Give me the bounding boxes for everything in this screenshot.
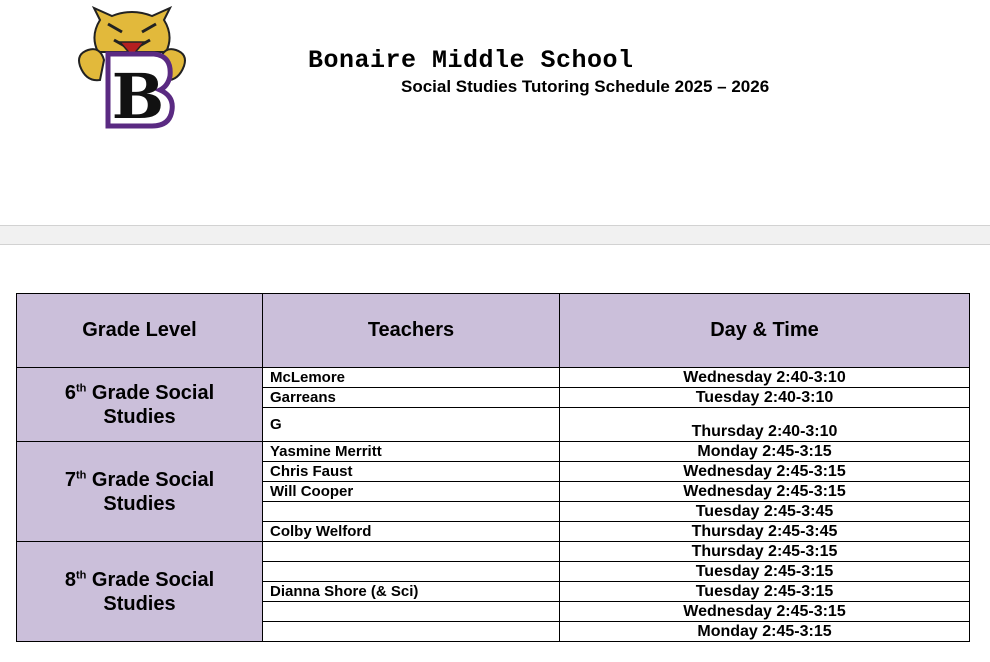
grade-cell-8th: 8th Grade Social Studies [17, 542, 263, 642]
time-cell: Tuesday 2:40-3:10 [560, 388, 970, 408]
teacher-cell [263, 622, 560, 642]
teacher-cell: Colby Welford [263, 522, 560, 542]
teacher-cell [263, 562, 560, 582]
teacher-cell: McLemore [263, 368, 560, 388]
time-cell: Tuesday 2:45-3:15 [560, 562, 970, 582]
teacher-cell [263, 602, 560, 622]
time-cell: Thursday 2:45-3:15 [560, 542, 970, 562]
time-cell: Wednesday 2:45-3:15 [560, 482, 970, 502]
time-cell: Monday 2:45-3:15 [560, 442, 970, 462]
tutoring-schedule-table [16, 293, 970, 642]
teacher-cell: Yasmine Merritt [263, 442, 560, 462]
grade-cell-7th: 7th Grade Social Studies [17, 442, 263, 542]
school-logo [74, 6, 190, 130]
time-cell: Wednesday 2:45-3:15 [560, 462, 970, 482]
teacher-cell [263, 502, 560, 522]
teacher-cell [263, 542, 560, 562]
grade-cell-6th: 6th Grade Social Studies [17, 368, 263, 442]
table-row [17, 542, 970, 562]
teacher-cell: Dianna Shore (& Sci) [263, 582, 560, 602]
school-name: Bonaire Middle School [308, 46, 634, 75]
teacher-cell: G [263, 408, 560, 442]
time-cell: Tuesday 2:45-3:15 [560, 582, 970, 602]
table-row [17, 442, 970, 462]
time-cell: Tuesday 2:45-3:45 [560, 502, 970, 522]
mascot-left-claw [79, 49, 104, 80]
teacher-cell: Garreans [263, 388, 560, 408]
schedule-subtitle: Social Studies Tutoring Schedule 2025 – 2026 [401, 77, 770, 96]
time-cell: Thursday 2:45-3:45 [560, 522, 970, 542]
column-header-teachers: Teachers [263, 294, 560, 368]
time-cell: Wednesday 2:40-3:10 [560, 368, 970, 388]
column-header-day-time: Day & Time [560, 294, 970, 368]
logo-letter: B [111, 60, 165, 130]
time-cell: Monday 2:45-3:15 [560, 622, 970, 642]
time-cell: Wednesday 2:45-3:15 [560, 602, 970, 622]
teacher-cell: Chris Faust [263, 462, 560, 482]
time-cell: Thursday 2:40-3:10 [560, 408, 970, 442]
column-header-grade: Grade Level [17, 294, 263, 368]
teacher-cell: Will Cooper [263, 482, 560, 502]
table-header-row [17, 294, 970, 368]
page-divider [0, 225, 990, 245]
table-row [17, 368, 970, 388]
